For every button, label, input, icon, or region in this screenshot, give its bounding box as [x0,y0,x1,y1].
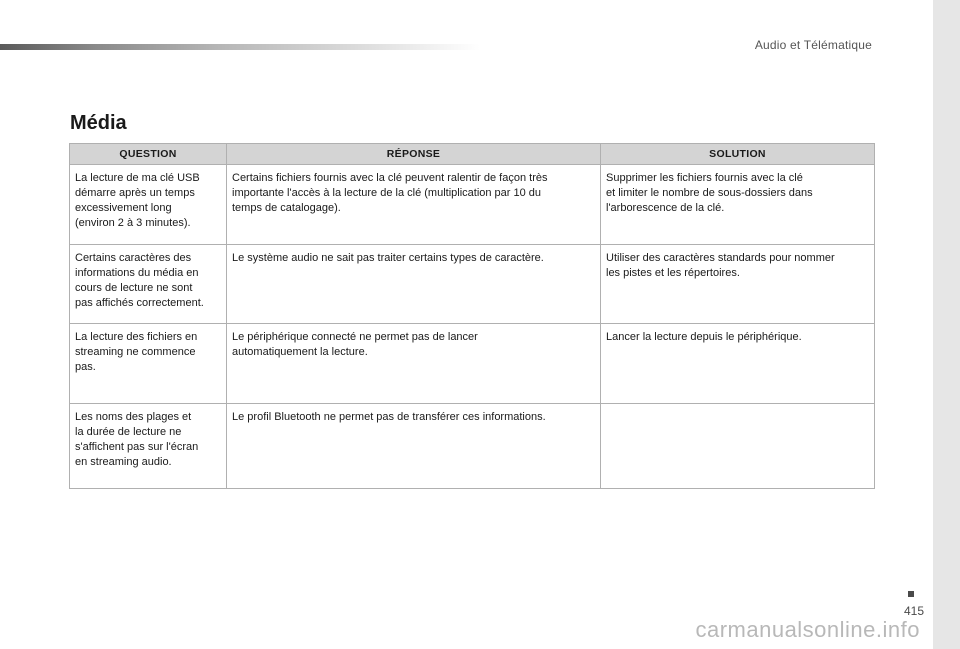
answer-text: Certains fichiers fournis avec la clé peuvent ralentir de façon très importante l'accès à la lecture de la clé (multiplication par 10 du temps de catalogage). [232,172,548,214]
table-row [70,165,875,245]
question-cell [70,324,227,404]
column-header-question: QUESTION [70,144,227,165]
table-row [70,245,875,324]
answer-cell [227,245,601,324]
solution-cell [601,404,875,489]
watermark-text: carmanualsonline.info [695,617,920,642]
section-header: Audio et Télématique [754,38,872,52]
solution-cell [601,165,875,245]
question-text: La lecture de ma clé USB démarre après un temps excessivement long (environ 2 à 3 minutes). [75,172,200,229]
table-row [70,324,875,404]
column-header-solution: SOLUTION [601,144,875,165]
column-header-answer: RÉPONSE [227,144,601,165]
page-title: Média [70,112,127,134]
faq-table [69,143,875,489]
answer-text: Le périphérique connecté ne permet pas de lancer automatiquement la lecture. [232,331,478,358]
question-text: Certains caractères des informations du média en cours de lecture ne sont pas affichés correctement. [75,252,204,309]
answer-text: Le profil Bluetooth ne permet pas de transférer ces informations. [232,411,546,423]
page-number: 415 [903,604,924,618]
page-edge-strip [933,0,960,649]
answer-cell [227,165,601,245]
solution-text: Utiliser des caractères standards pour nommer les pistes et les répertoires. [606,252,835,279]
question-text: La lecture des fichiers en streaming ne commence pas. [75,331,198,373]
page-marker-square [908,591,914,597]
question-cell [70,404,227,489]
question-cell [70,245,227,324]
solution-cell [601,324,875,404]
table-row [70,404,875,489]
answer-cell [227,324,601,404]
header-gradient-bar [0,44,480,50]
solution-cell [601,245,875,324]
answer-text: Le système audio ne sait pas traiter certains types de caractère. [232,252,544,264]
table-header-row [70,144,875,165]
solution-text: Lancer la lecture depuis le périphérique. [606,331,802,343]
answer-cell [227,404,601,489]
solution-text: Supprimer les fichiers fournis avec la clé et limiter le nombre de sous-dossiers dans l'arborescence de la clé. [606,172,813,214]
question-text: Les noms des plages et la durée de lecture ne s'affichent pas sur l'écran en streaming audio. [75,411,199,468]
question-cell [70,165,227,245]
